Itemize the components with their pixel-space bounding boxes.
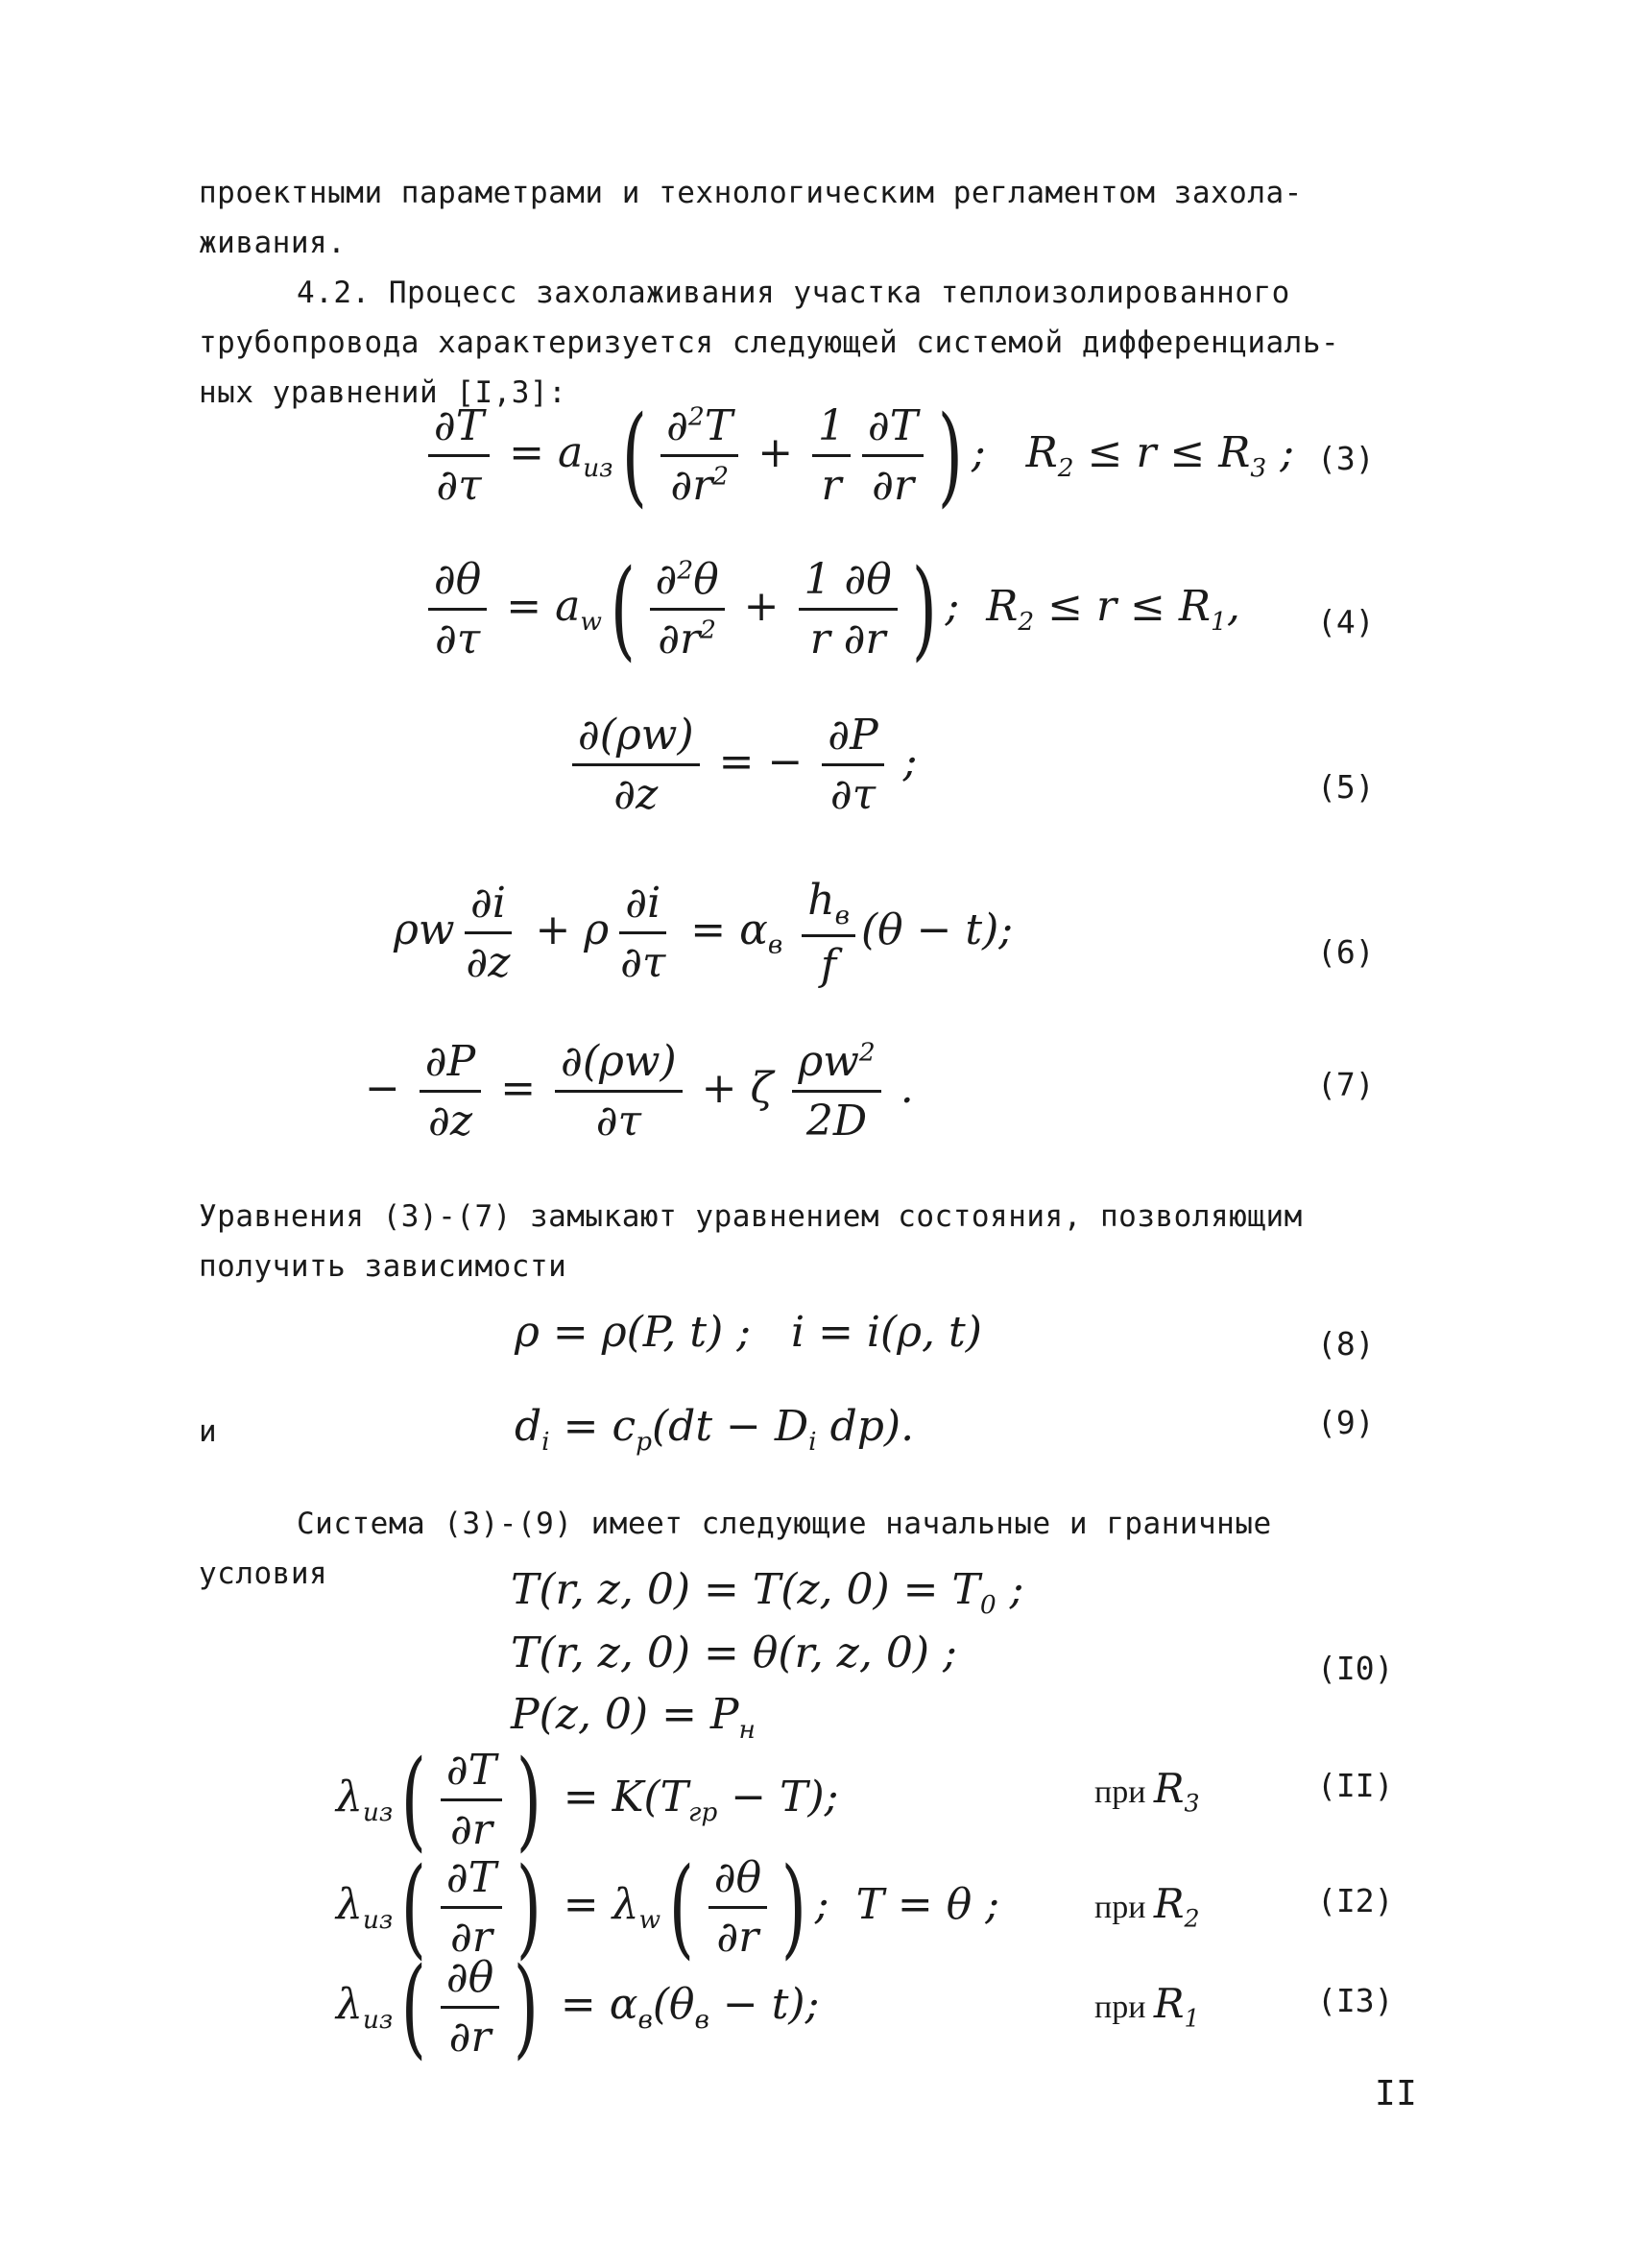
equation-number-13: (I3)	[1317, 1982, 1394, 2019]
equation-number-3: (3)	[1317, 440, 1375, 477]
equation-5: $\frac{\partial(\rho w)}{\partial z}$ = − $\frac{\partial P}{\partial\tau}$ ;	[566, 711, 918, 819]
equation-number-11: (II)	[1317, 1767, 1394, 1804]
equation-number-9: (9)	[1317, 1404, 1375, 1441]
text-and: и	[199, 1414, 218, 1449]
section-4-2-heading: 4.2. Процесс захолаживания участка теплоизолированного	[297, 276, 1290, 310]
equation-10-line-1: T(r, z, 0) = T(z, $0) = T_0$ ;	[511, 1565, 1024, 1620]
text-line-5: ных уравнений [I,3]:	[199, 375, 567, 410]
text-line-9: условия	[199, 1556, 328, 1591]
equation-8: ρ = ρ(P, t) ; i = i(ρ, t)	[515, 1308, 982, 1357]
condition-12: при $R_2$	[1094, 1880, 1200, 1933]
equation-4: $\frac{\partial\theta}{\partial\tau}$ = $a_w$( $\frac{\partial^2\theta}{\partial r^2}$ + $\frac{1 \partial\theta}{r \partial r}$ ) ; $R_2 \le r \le R_1$,	[422, 555, 1240, 664]
equation-12: $\lambda_{из}$( $\frac{\partial T}{\partial r}$ ) = $\lambda_w$( $\frac{\partial\theta}{\partial r}$ ) ; T = θ ;	[336, 1845, 1000, 1970]
equation-3: $\frac{\partial T}{\partial\tau}$ = $a_{из}$( $\frac{\partial^2T}{\partial r^2}$ + $\frac{1}{r}$ $\frac{\partial T}{\partial r}$ ) ; $R_2 \le r \le R_3$ ;	[422, 401, 1294, 510]
condition-11: при $R_3$	[1094, 1765, 1200, 1818]
text-line-7: получить зависимости	[199, 1249, 567, 1284]
equation-11: $\lambda_{из}$( $\frac{\partial T}{\partial r}$ ) = $K(T_{гр} - T)$;	[336, 1737, 839, 1863]
equation-10-line-2: T(r, z, 0) = θ(r, z, 0) ;	[511, 1629, 957, 1677]
equation-9: $d_i = c_p(dt - D_i$ dp).	[515, 1402, 915, 1457]
equation-13: $\lambda_{из}$( $\frac{\partial\theta}{\partial r}$ ) = $\alpha_в(\theta_в - t)$;	[336, 1944, 820, 2070]
equation-6: ρw $\frac{\partial i}{\partial z}$ + ρ $\frac{\partial i}{\partial\tau}$ = $\alpha_в$ $\frac{h_в}{f}$ (θ − t);	[394, 876, 1014, 990]
text-line-2: живания.	[199, 226, 347, 260]
equation-number-4: (4)	[1317, 603, 1375, 640]
equation-7: − $\frac{\partial P}{\partial z}$ = $\frac{\partial(\rho w)}{\partial\tau}$ + ζ $\frac{\rho w^2}{2D}$ .	[365, 1037, 914, 1146]
text-line-6: Уравнения (3)-(7) замыкают уравнением состояния, позволяющим	[199, 1199, 1303, 1234]
equation-number-12: (I2)	[1317, 1882, 1394, 1919]
text-line-4: трубопровода характеризуется следующей системой дифференциаль-	[199, 326, 1340, 360]
page-number: II	[1375, 2074, 1418, 2113]
equation-number-10: (I0)	[1317, 1650, 1394, 1687]
text-line-1: проектными параметрами и технологическим регламентом захола-	[199, 176, 1303, 210]
equation-10-line-3: P(z, $0) = P_н$	[511, 1690, 756, 1745]
condition-13: при $R_1$	[1094, 1980, 1200, 2033]
equation-number-6: (6)	[1317, 933, 1375, 971]
text-line-8: Система (3)-(9) имеет следующие начальные и граничные	[297, 1507, 1272, 1541]
equation-number-7: (7)	[1317, 1066, 1375, 1103]
equation-number-5: (5)	[1317, 768, 1375, 806]
equation-number-8: (8)	[1317, 1325, 1375, 1363]
